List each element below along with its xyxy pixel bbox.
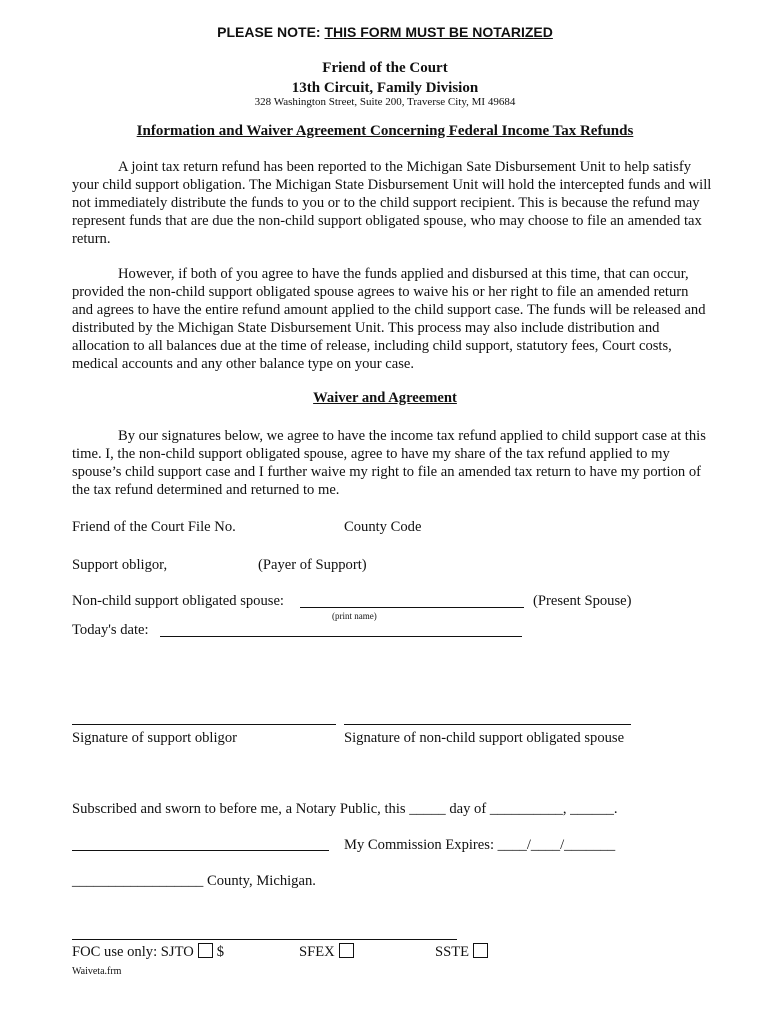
spouse-signature-label: Signature of non-child support obligated spouse <box>344 730 625 746</box>
foc-sste-row <box>435 943 492 961</box>
todays-date-line[interactable] <box>160 636 522 637</box>
sfex-checkbox[interactable] <box>339 943 354 958</box>
sste-label: SSTE <box>435 944 470 960</box>
org-name: Friend of the Court <box>322 60 448 76</box>
division-name: 13th Circuit, Family Division <box>291 80 479 96</box>
notice-prefix: PLEASE NOTE: <box>217 24 325 40</box>
payer-label: (Payer of Support) <box>258 557 367 573</box>
foc-sfex-row <box>299 943 358 961</box>
address: 328 Washington Street, Suite 200, Traverse City, MI 49684 <box>254 96 516 108</box>
form-filename: Waiveta.frm <box>72 966 122 977</box>
file-no-label: Friend of the Court File No. <box>72 519 236 535</box>
paragraph-3: By our signatures below, we agree to have the income tax refund applied to child support case at this time. I, the non-child support obligated spouse, agree to have my share of the tax refund applied to my spouse’s child support case and I further waive my right to file an amended tax return to have my portion of the tax refund determined and returned to me. <box>72 428 706 498</box>
commission-expires: My Commission Expires: ____/____/_______ <box>344 837 616 853</box>
todays-date-label: Today's date: <box>72 622 149 638</box>
notarize-notice <box>0 24 770 40</box>
foc-sjto-row <box>72 943 224 961</box>
form-title: Information and Waiver Agreement Concerning Federal Income Tax Refunds <box>136 123 634 139</box>
obligor-signature-label: Signature of support obligor <box>72 730 237 746</box>
obligor-label: Support obligor, <box>72 557 168 573</box>
print-name-hint: (print name) <box>332 611 377 621</box>
paragraph-1: A joint tax return refund has been reported to the Michigan Sate Disbursement Unit to help satisfy your child support obligation. The Michigan State Disbursement Unit will hold the intercepted funds and will not immediately distribute the funds to you or to the child support recipient. This is because the refund may represent funds that are due the non-child support obligated spouse, who may choose to file an amended tax return. <box>72 159 712 247</box>
spouse-name-line[interactable] <box>300 607 524 608</box>
present-spouse-label: (Present Spouse) <box>533 593 632 609</box>
sfex-label: SFEX <box>299 944 335 960</box>
notice-underlined: THIS FORM MUST BE NOTARIZED <box>324 24 553 40</box>
notary-signature-line[interactable] <box>72 850 329 851</box>
sjto-checkbox[interactable] <box>198 943 213 958</box>
county-michigan: __________________ County, Michigan. <box>72 873 316 889</box>
foc-divider <box>72 939 457 940</box>
county-code-label: County Code <box>344 519 422 535</box>
waiver-heading: Waiver and Agreement <box>313 390 457 406</box>
obligor-signature-line[interactable] <box>72 724 336 725</box>
dollar-sign: $ <box>216 944 225 960</box>
paragraph-2: However, if both of you agree to have the funds applied and disbursed at this time, that can occur, provided the non-child support obligated spouse agrees to waive his or her right to file an amended return and agrees to have the entire refund amount applied to the child support case. The funds will be released and distributed by the Michigan State Disbursement Unit. This process may also include distribution and allocation to all balances due at the time of release, including child support, statutory fees, Court costs, medical accounts and any other balance type on your case. <box>72 266 706 372</box>
foc-label: FOC use only: SJTO <box>72 944 194 960</box>
notary-sworn-text: Subscribed and sworn to before me, a Notary Public, this _____ day of __________, ______. <box>72 801 618 817</box>
sste-checkbox[interactable] <box>473 943 488 958</box>
spouse-label: Non-child support obligated spouse: <box>72 593 284 609</box>
spouse-signature-line[interactable] <box>344 724 631 725</box>
